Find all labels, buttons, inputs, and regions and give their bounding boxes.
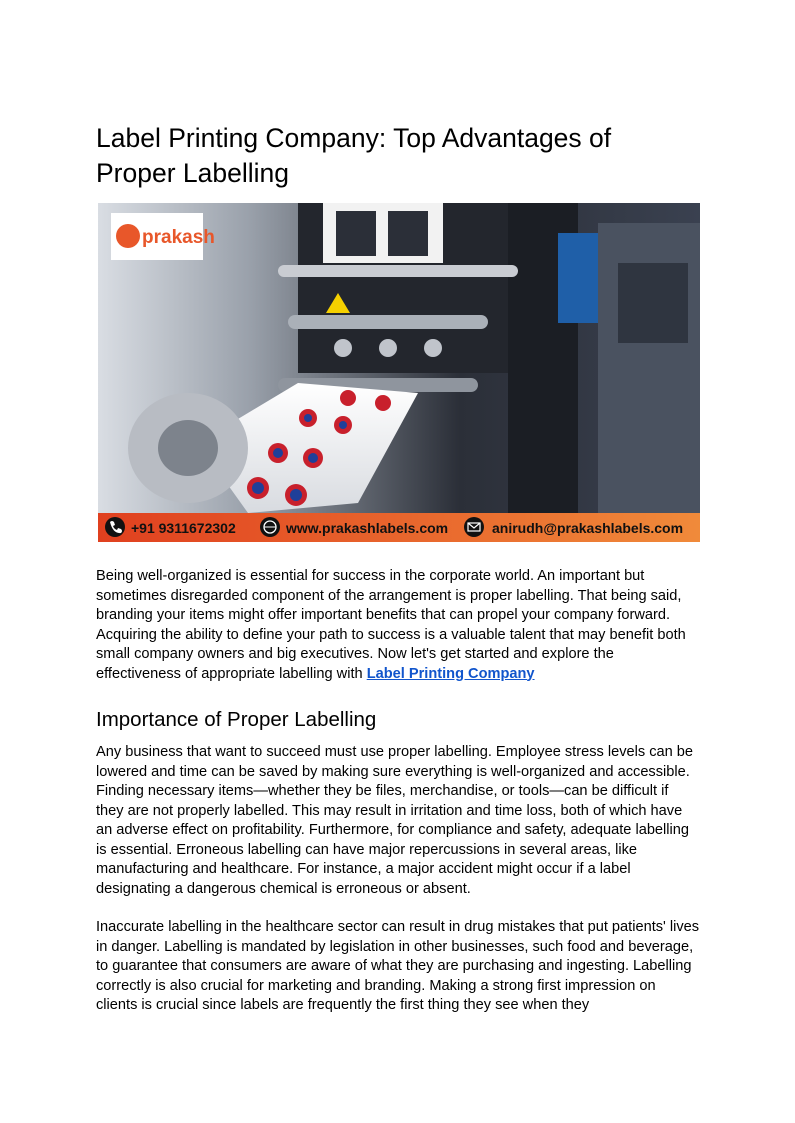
intro-text: Being well-organized is essential for success in the corporate world. An important but sometimes disregarded component of the arrangement is proper labelling. That being said, branding your items might offer important benefits that can propel your company forward. Acquiring the ability to define your path to success is a valuable talent that may benefit both small company owners and big executives. Now let's get started and explore the effectiveness of appropriate labelling with bbox=[96, 568, 686, 682]
intro-paragraph bbox=[96, 567, 700, 684]
contact-email: anirudh@prakashlabels.com bbox=[492, 520, 684, 536]
contact-website: www.prakashlabels.com bbox=[286, 520, 449, 536]
contact-phone: +91 9311672302 bbox=[131, 520, 236, 536]
body-paragraph-1: Any business that want to succeed must use proper labelling. Employee stress levels can be lowered and time can be saved by making sure everything is well-organized and accessible. Finding necessary items—whether they be files, merchandise, or tools—can be difficult if they are not properly labelled. This may result in irritation and time loss, both of which have an adverse effect on profitability. Furthermore, for compliance and safety, adequate labelling is essential. Erroneous labelling can have major repercussions in several areas, like manufacturing and healthcare. For instance, a major accident might occur if a label designating a dangerous chemical is erroneous or absent. bbox=[96, 744, 694, 897]
page-title bbox=[96, 121, 700, 191]
logo-text: prakash bbox=[142, 227, 215, 248]
title-line-2: Proper Labelling bbox=[96, 158, 289, 188]
section-heading: Importance of Proper Labelling bbox=[96, 708, 377, 731]
hero-image bbox=[98, 203, 700, 542]
title-line-1: Label Printing Company: Top Advantages of bbox=[96, 123, 612, 153]
body-paragraph-2: Inaccurate labelling in the healthcare sector can result in drug mistakes that put patients' lives in danger. Labelling is mandated by legislation in other businesses, such food and beverage, to guarantee that consumers are aware of what they are purchasing and ingesting. Labelling correctly is also crucial for marketing and branding. Making a strong first impression on clients is crucial since labels are frequently the first thing they see when they bbox=[96, 919, 700, 1013]
label-printing-company-link[interactable]: Label Printing Company bbox=[366, 665, 535, 682]
